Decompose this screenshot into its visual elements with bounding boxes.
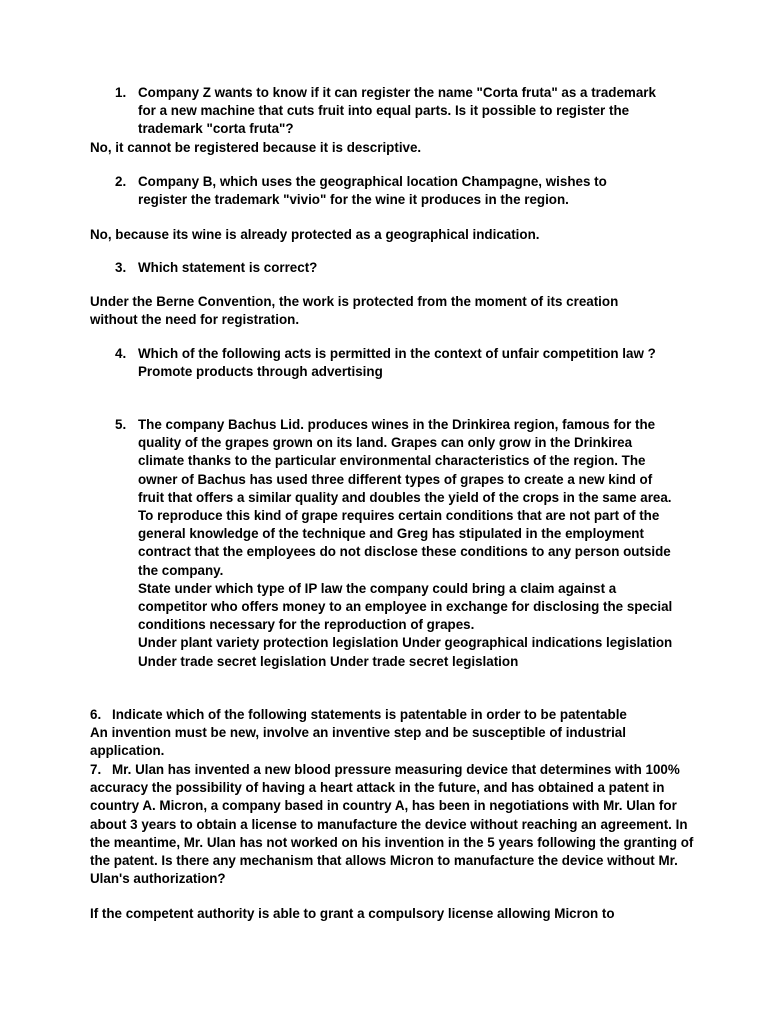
question-1-text: Company Z wants to know if it can register the name "Corta fruta" as a trademark for a new machine that cuts fruit into equal parts. Is it possible to register the trademark "corta fruta"? xyxy=(138,85,656,137)
question-7-line xyxy=(90,761,708,888)
question-6-line xyxy=(90,706,690,724)
question-4-number: 4. xyxy=(115,346,127,361)
question-4-text: Which of the following acts is permitted in the context of unfair competition law ? xyxy=(138,346,656,361)
answer-1: No, it cannot be registered because it is descriptive. xyxy=(90,140,422,155)
answer-7: If the competent authority is able to grant a compulsory license allowing Micron to xyxy=(90,906,615,921)
question-3-text: Which statement is correct? xyxy=(138,260,318,275)
answer-3: Under the Berne Convention, the work is protected from the moment of its creation without the need for registration. xyxy=(90,294,619,328)
question-6-text: Indicate which of the following statements is patentable in order to be patentable xyxy=(112,707,627,722)
question-3-number: 3. xyxy=(115,260,127,275)
question-6 xyxy=(90,706,690,761)
question-2-number: 2. xyxy=(115,174,127,189)
question-1-number: 1. xyxy=(115,85,127,100)
answer-2: No, because its wine is already protected as a geographical indication. xyxy=(90,227,540,242)
answer-5: Under plant variety protection legislation Under geographical indications legislation Under trade secret legislation Under trade secret legislation xyxy=(138,635,673,669)
question-7-number: 7. xyxy=(90,762,102,777)
question-6-number: 6. xyxy=(90,707,102,722)
question-5-prompt: State under which type of IP law the company could bring a claim against a competitor who offers money to an employee in exchange for disclosing the special conditions necessary for the reproduction of grapes. xyxy=(138,580,673,633)
question-7-text: Mr. Ulan has invented a new blood pressure measuring device that determines with 100% accuracy the possibility of having a heart attack in the future, and has obtained a patent in country A. Micron, a company based in country A, has been in negotiations with Mr. Ulan for about 3 years to obtain a license to manufacture the device without reaching an agreement. In the meantime, Mr. Ulan has not worked on his invention in the 5 years following the granting of the patent. Is there any mechanism that allows Micron to manufacture the device without Mr. Ulan's authorization? xyxy=(90,762,694,887)
question-5-number: 5. xyxy=(115,417,127,432)
answer-4: Promote products through advertising xyxy=(138,364,383,380)
answer-6: An invention must be new, involve an inventive step and be susceptible of industrial application. xyxy=(90,725,626,759)
question-5-text: The company Bachus Lid. produces wines in the Drinkirea region, famous for the quality of the grapes grown on its land. Grapes can only grow in the Drinkirea climate thanks to the particular environmental characteristics of the region. The owner of Bachus has used three different types of grapes to create a new kind of fruit that offers a similar quality and doubles the yield of the crops in the same area. To reproduce this kind of grape requires certain conditions that are not part of the general knowledge of the technique and Greg has stipulated in the employment contract that the employees do not disclose these conditions to any person outside the company. xyxy=(138,417,672,578)
question-2-text: Company B, which uses the geographical location Champagne, wishes to register the trademark "vivio" for the wine it produces in the region. xyxy=(138,174,607,208)
question-7 xyxy=(90,761,708,888)
